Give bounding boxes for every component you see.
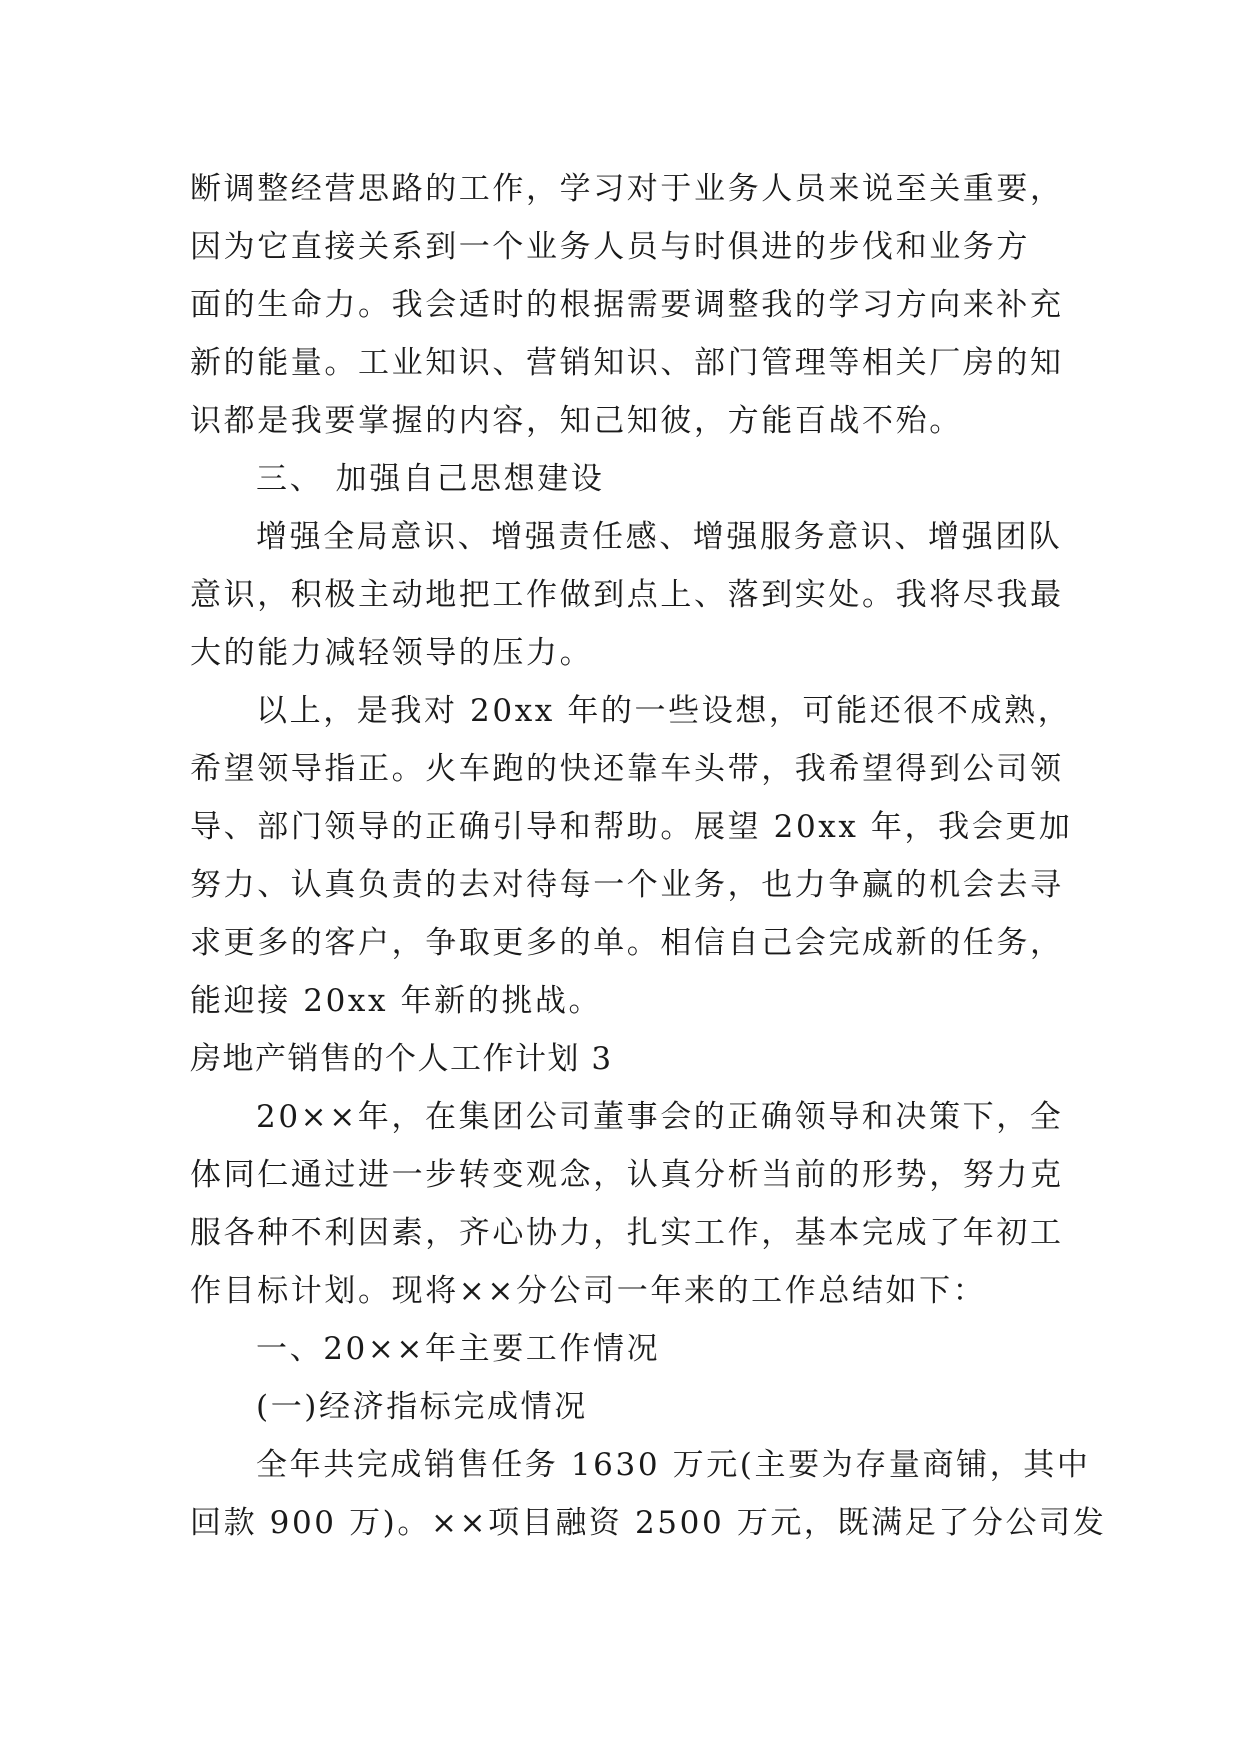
document-body bbox=[190, 160, 1107, 1552]
section-heading: 三、 加强自己思想建设 bbox=[256, 461, 605, 497]
text-line: 体同仁通过进一步转变观念，认真分析当前的形势，努力克 bbox=[190, 1157, 1064, 1193]
text-line: 作目标计划。现将××分公司一年来的工作总结如下： bbox=[190, 1273, 987, 1309]
text-line: 以上，是我对 20xx 年的一些设想，可能还很不成熟， bbox=[256, 693, 1072, 729]
text-line: 全年共完成销售任务 1630 万元(主要为存量商铺，其中 bbox=[256, 1447, 1091, 1483]
text-line: 回款 900 万)。××项目融资 2500 万元，既满足了分公司发 bbox=[190, 1505, 1107, 1541]
text-line: 20××年，在集团公司董事会的正确领导和决策下，全 bbox=[256, 1099, 1064, 1135]
text-line: 服各种不利因素，齐心协力，扎实工作，基本完成了年初工 bbox=[190, 1215, 1064, 1251]
text-line: 因为它直接关系到一个业务人员与时俱进的步伐和业务方 bbox=[190, 229, 1030, 265]
text-line: 断调整经营思路的工作，学习对于业务人员来说至关重要， bbox=[190, 171, 1064, 207]
section-heading: 一、20××年主要工作情况 bbox=[256, 1331, 661, 1367]
text-line: 大的能力减轻领导的压力。 bbox=[190, 635, 594, 671]
text-line: 导、部门领导的正确引导和帮助。展望 20xx 年，我会更加 bbox=[190, 809, 1073, 845]
text-line: 希望领导指正。火车跑的快还靠车头带，我希望得到公司领 bbox=[190, 751, 1064, 787]
text-line: 新的能量。工业知识、营销知识、部门管理等相关厂房的知 bbox=[190, 345, 1064, 381]
text-line: 面的生命力。我会适时的根据需要调整我的学习方向来补充 bbox=[190, 287, 1064, 323]
text-line: 求更多的客户，争取更多的单。相信自己会完成新的任务， bbox=[190, 925, 1064, 961]
text-line: 能迎接 20xx 年新的挑战。 bbox=[190, 983, 603, 1019]
text-line: 努力、认真负责的去对待每一个业务，也力争赢的机会去寻 bbox=[190, 867, 1064, 903]
document-title: 房地产销售的个人工作计划 3 bbox=[190, 1041, 613, 1077]
text-line: 增强全局意识、增强责任感、增强服务意识、增强团队 bbox=[256, 519, 1063, 555]
subsection-heading: (一)经济指标完成情况 bbox=[256, 1389, 588, 1425]
text-line: 识都是我要掌握的内容，知己知彼，方能百战不殆。 bbox=[190, 403, 963, 439]
text-line: 意识，积极主动地把工作做到点上、落到实处。我将尽我最 bbox=[190, 577, 1064, 613]
